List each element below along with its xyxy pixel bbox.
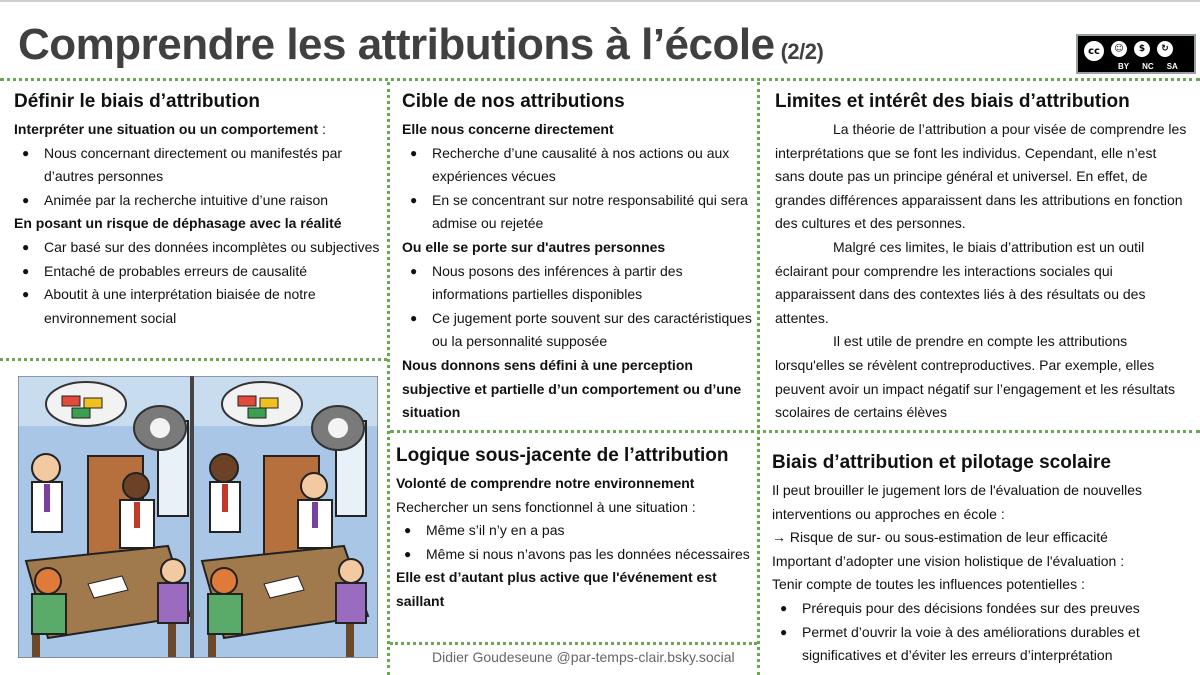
panel2-lead2: Ou elle se porte sur d'autres personnes — [402, 238, 666, 255]
panel1-lead2: En posant un risque de déphasage avec la réalité — [14, 215, 342, 232]
attribution-icon: ☺ — [1109, 39, 1129, 59]
page-title: Comprendre les attributions à l’école (2/2) — [18, 20, 824, 69]
panel2-title: Cible de nos attributions — [402, 91, 625, 112]
panel5-list — [772, 597, 1188, 668]
list-item: ● Prérequis pour des décisions fondées sur des preuves — [772, 597, 1188, 621]
divider-left-mid — [0, 358, 387, 361]
panel2-list2 — [402, 260, 752, 354]
panel5-line: Tenir compte de toutes les influences potentielles : — [772, 576, 1085, 593]
divider-header — [0, 78, 1200, 81]
list-item: ● Nous posons des inférences à partir des informations partielles disponibles — [402, 260, 752, 307]
cc-license-badge[interactable] — [1076, 34, 1196, 74]
panel3-paragraph: Malgré ces limites, le biais d’attribution est un outil éclairant pour comprendre les interactions sociales qui apparaissent dans des contextes liés à des résultats ou des attentes. — [775, 238, 1146, 326]
divider-footer — [390, 642, 757, 645]
panel4-conclusion: Elle est d’autant plus active que l'événement est saillant — [396, 569, 717, 609]
license-by: BY — [1118, 62, 1130, 71]
meeting-illustration — [18, 376, 378, 658]
panel4-line: Rechercher un sens fonctionnel à une situation : — [396, 498, 696, 515]
list-item: ● Nous concernant directement ou manifestés par d’autres personnes — [14, 142, 380, 189]
noncommercial-icon: $ — [1132, 39, 1152, 59]
divider-col1 — [387, 82, 390, 675]
panel1-list2 — [14, 236, 380, 330]
panel3-paragraph: Il est utile de prendre en compte les attributions lorsqu'elles se révèlent contreproductives. Par exemple, elles peuvent avoir un impact négatif sur l’engagement et les résultats scolaires de certains élèves — [775, 333, 1176, 421]
panel5-line: Il peut brouiller le jugement lors de l'évaluation de nouvelles interventions ou approches en école : — [772, 482, 1143, 522]
list-item: ● Recherche d’une causalité à nos actions ou aux expériences vécues — [402, 142, 752, 189]
panel1-list1 — [14, 142, 380, 213]
cc-icon: cc — [1082, 39, 1106, 63]
panel-pilotage-scolaire — [772, 451, 1188, 668]
panel2-list1 — [402, 142, 752, 236]
panel3-paragraph: La théorie de l’attribution a pour visée de comprendre les interprétations que se font les individus. Cependant, elle n’est sans doute pas un principe général et universel. En effet, de grandes différences apparaissent dans les attributions en fonction des cultures et des personnes. — [775, 121, 1187, 232]
sharealike-icon: ↻ — [1155, 39, 1175, 59]
panel-limites-interet — [775, 90, 1187, 425]
panel2-lead1: Elle nous concerne directement — [402, 121, 614, 137]
divider-col2 — [757, 82, 760, 675]
list-item: ● Car basé sur des données incomplètes ou subjectives — [14, 236, 380, 260]
license-sa: SA — [1166, 62, 1178, 71]
list-item: ● Même s’il n’y en a pas — [396, 519, 752, 543]
panel5-title: Biais d’attribution et pilotage scolaire — [772, 452, 1111, 473]
list-item: ● Aboutit à une interprétation biaisée de notre environnement social — [14, 283, 380, 330]
license-nc: NC — [1142, 62, 1154, 71]
panel3-title: Limites et intérêt des biais d’attribution — [775, 91, 1130, 112]
scene-right — [194, 376, 378, 658]
panel4-list — [396, 519, 752, 566]
panel-definir-biais — [14, 90, 380, 330]
list-item: ● Permet d’ouvrir la voie à des améliorations durables et significatives et d’éviter les erreurs d’interprétation — [772, 621, 1188, 668]
author-credit[interactable]: Didier Goudeseune @par-temps-clair.bsky.social — [432, 649, 735, 665]
panel1-title: Définir le biais d’attribution — [14, 91, 260, 112]
panel4-title: Logique sous-jacente de l’attribution — [396, 445, 729, 466]
list-item: ● Même si nous n’avons pas les données nécessaires — [396, 543, 752, 567]
list-item: ● Ce jugement porte souvent sur des caractéristiques ou la personnalité supposée — [402, 307, 752, 354]
panel5-line: Important d’adopter une vision holistique de l'évaluation : — [772, 552, 1125, 569]
top-rule — [0, 0, 1200, 2]
panel5-line: → Risque de sur- ou sous-estimation de leur efficacité — [772, 529, 1108, 546]
divider-right-mid — [390, 430, 1200, 433]
panel-logique-attribution — [396, 444, 752, 614]
panel-cible-attributions — [402, 90, 752, 425]
panel2-conclusion: Nous donnons sens défini à une perception subjective et partielle d’un comportement ou d’une situation — [402, 356, 742, 421]
list-item: ● Entaché de probables erreurs de causalité — [14, 260, 380, 284]
scene-left — [18, 376, 190, 658]
page-subtitle: (2/2) — [780, 39, 824, 64]
panel1-lead1: Interpréter une situation ou un comportement : — [14, 121, 326, 137]
list-item: ● En se concentrant sur notre responsabilité qui sera admise ou rejetée — [402, 189, 752, 236]
panel4-lead1: Volonté de comprendre notre environnement — [396, 475, 695, 491]
list-item: ● Animée par la recherche intuitive d’une raison — [14, 189, 380, 213]
